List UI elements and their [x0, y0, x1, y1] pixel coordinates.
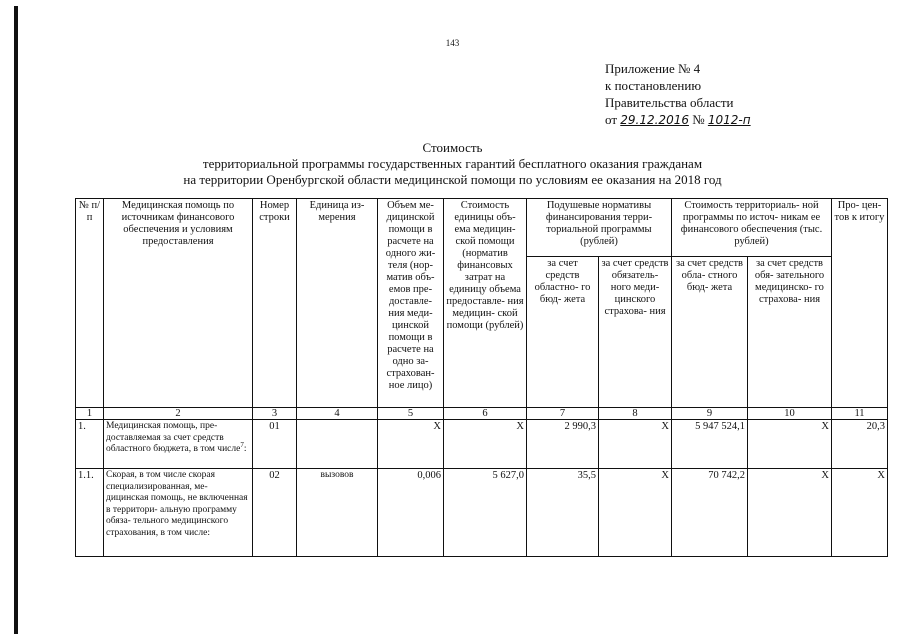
header-group-norms: Подушевые нормативы финансирования терри- ториальной программы (рублей): [527, 199, 672, 257]
header-line-number: Номер строки: [253, 199, 297, 408]
col-number: 8: [599, 408, 672, 420]
row-unit: [297, 420, 378, 469]
appendix-line-3: Правительства области: [605, 95, 734, 110]
col-number: 2: [104, 408, 253, 420]
header-row-top: [76, 199, 888, 257]
header-unit: Единица из- мерения: [297, 199, 378, 408]
row-num: 1.: [76, 420, 104, 469]
appendix-line-1: Приложение № 4: [605, 61, 701, 76]
row-norm-budget: 35,5: [527, 469, 599, 557]
handwritten-number: 1012-п: [707, 113, 751, 127]
row-cost-budget: 5 947 524,1: [672, 420, 748, 469]
col-number: 9: [672, 408, 748, 420]
row-unit-cost: X: [444, 420, 527, 469]
title-line-3: на территории Оренбургской области медицинской помощи по условиям ее оказания на 2018 год: [183, 172, 722, 187]
row-name-text: Скорая, в том числе скорая специализированная, ме- дицинская помощь, не включенная в территори- альную программу обяза- тельного медицинского страхования, в том числе:: [106, 470, 248, 538]
col-number: 10: [748, 408, 832, 420]
number-label: №: [692, 112, 705, 127]
scan-edge-shadow: [14, 6, 18, 634]
title-line-1: Стоимость: [422, 140, 483, 155]
col-number: 7: [527, 408, 599, 420]
document-title: [0, 140, 905, 188]
row-line: 02: [253, 469, 297, 557]
header-cost-budget: за счет средств обла- стного бюд- жета: [672, 257, 748, 408]
row-cost-budget: 70 742,2: [672, 469, 748, 557]
row-num: 1.1.: [76, 469, 104, 557]
page-number: 143: [445, 38, 460, 48]
header-volume: Объем ме- дицинской помощи в расчете на одного жи- теля (нор- матив объ- емов пре- доставле- ния меди- цинской помощи в расчете на одно за- страхован- ное лицо): [378, 199, 444, 408]
row-cost-oms: X: [748, 469, 832, 557]
row-norm-budget: 2 990,3: [527, 420, 599, 469]
column-number-row: [76, 408, 888, 420]
appendix-block: [605, 60, 751, 129]
row-unit-cost: 5 627,0: [444, 469, 527, 557]
row-name-text: Медицинская помощь, пре- доставляемая за счет средств областного бюджета, в том числе: [106, 421, 241, 454]
header-norm-budget: за счет средств областно- го бюд- жета: [527, 257, 599, 408]
header-unit-cost: Стоимость единицы объ- ема медицин- ской помощи (норматив финансовых затрат на единицу объема предоставле- ния медицин- ской помощи (рублей): [444, 199, 527, 408]
row-unit: вызовов: [297, 469, 378, 557]
header-cost-oms: за счет средств обя- зательного медицинско- го страхова- ния: [748, 257, 832, 408]
row-name-tail: :: [243, 444, 247, 454]
appendix-date-line: [605, 111, 751, 129]
row-name: [104, 420, 253, 469]
row-percent: 20,3: [832, 420, 888, 469]
header-percent: Про- цен- тов к итогу: [832, 199, 888, 408]
col-number: 6: [444, 408, 527, 420]
header-norm-oms: за счет средств обязатель- ного меди- цинского страхова- ния: [599, 257, 672, 408]
cost-table: [75, 198, 888, 557]
from-label: от: [605, 112, 618, 127]
col-number: 11: [832, 408, 888, 420]
title-line-2: территориальной программы государственных гарантий бесплатного оказания гражданам: [202, 156, 703, 171]
row-norm-oms: X: [599, 420, 672, 469]
row-percent: X: [832, 469, 888, 557]
col-number: 4: [297, 408, 378, 420]
row-volume: 0,006: [378, 469, 444, 557]
handwritten-date: 29.12.2016: [620, 113, 689, 127]
header-num: № п/п: [76, 199, 104, 408]
col-number: 5: [378, 408, 444, 420]
header-group-cost: Стоимость территориаль- ной программы по источ- никам ее финансового обеспечения (тыс. рублей): [672, 199, 832, 257]
col-number: 1: [76, 408, 104, 420]
row-name: [104, 469, 253, 557]
table-row: [76, 420, 888, 469]
header-name: Медицинская помощь по источникам финансового обеспечения и условиям предоставления: [104, 199, 253, 408]
table-row: [76, 469, 888, 557]
appendix-line-2: к постановлению: [605, 78, 702, 93]
row-volume: X: [378, 420, 444, 469]
col-number: 3: [253, 408, 297, 420]
row-line: 01: [253, 420, 297, 469]
footnote-mark: 7: [240, 440, 244, 449]
row-norm-oms: X: [599, 469, 672, 557]
row-cost-oms: X: [748, 420, 832, 469]
